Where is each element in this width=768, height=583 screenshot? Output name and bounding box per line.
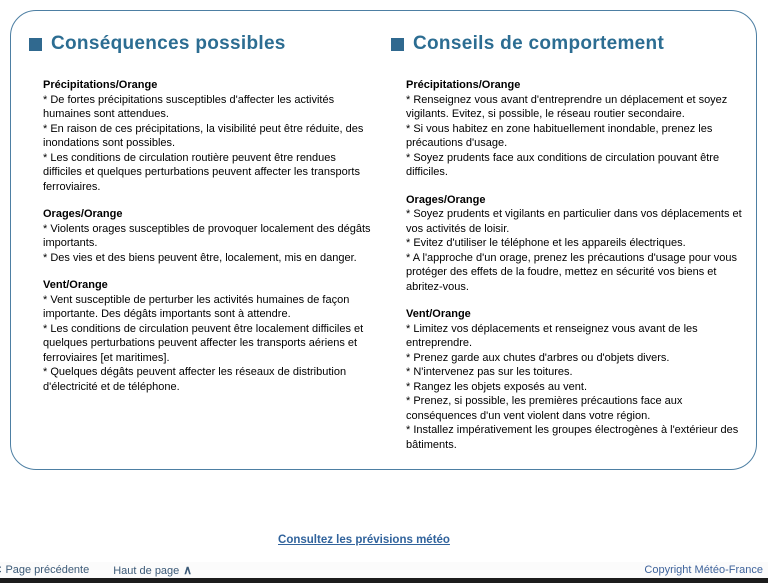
- bullet-item: * Prenez, si possible, les premières précautions face aux conséquences d'un vent violent dans votre région.: [406, 395, 683, 422]
- bullet-item: * N'intervenez pas sur les toitures.: [406, 366, 573, 378]
- advice-header: [391, 33, 749, 55]
- group-heading: Précipitations/Orange: [43, 79, 158, 91]
- bullet-item: * Soyez prudents face aux conditions de circulation pouvant être difficiles.: [406, 151, 720, 178]
- consequences-header: [29, 33, 381, 55]
- footer-bar: [0, 562, 768, 578]
- advice-group-orages: [406, 193, 742, 295]
- bullet-item: * De fortes précipitations susceptibles d'affecter les activités humaines sont attendues.: [43, 93, 335, 120]
- advice-column: [391, 33, 749, 465]
- bullet-item: * En raison de ces précipitations, la visibilité peut être réduite, des inondations sont possibles.: [43, 122, 364, 149]
- content-frame: [10, 10, 757, 470]
- bullet-item: * A l'approche d'un orage, prenez les précautions d'usage pour vous protéger des effets de la foudre, mettez en sécurité vos biens et abritez-vous.: [406, 251, 738, 293]
- bullet-item: * Installez impérativement les groupes électrogènes à l'extérieur des bâtiments.: [406, 424, 739, 451]
- bullet-item: * Prenez garde aux chutes d'arbres ou d'objets divers.: [406, 351, 670, 364]
- group-heading: Vent/Orange: [43, 279, 108, 291]
- bullet-item: * Les conditions de circulation routière peuvent être rendues difficiles et quelques perturbations peuvent affecter les transports ferroviaires.: [43, 151, 360, 193]
- group-heading: Orages/Orange: [406, 193, 486, 206]
- group-heading: Orages/Orange: [43, 208, 123, 220]
- consequences-column: [29, 33, 381, 407]
- bullet-item: * Rangez les objets exposés au vent.: [406, 380, 588, 393]
- square-bullet-icon: [391, 38, 404, 51]
- bullet-item: * Quelques dégâts peuvent affecter les réseaux de distribution d'électricité et de téléphone.: [43, 366, 347, 393]
- bullet-item: * Les conditions de circulation peuvent être localement difficiles et quelques perturbations peuvent affecter les transports aériens et ferroviaires [et maritimes].: [43, 322, 364, 364]
- bullet-item: * Violents orages susceptibles de provoquer localement des dégâts importants.: [43, 222, 371, 249]
- advice-group-precipitations: [406, 78, 742, 180]
- caret-up-icon: ∧: [183, 563, 193, 577]
- consequences-groups: [43, 78, 373, 394]
- consequences-group-precipitations: [43, 78, 373, 194]
- consequences-group-orages: [43, 207, 373, 265]
- square-bullet-icon: [29, 38, 42, 51]
- previous-page-link[interactable]: [0, 564, 89, 576]
- top-of-page-link[interactable]: [113, 563, 192, 577]
- bullet-item: * Limitez vos déplacements et renseignez vous avant de les entreprendre.: [406, 322, 698, 349]
- forecast-link-row: [0, 530, 728, 548]
- group-heading: Vent/Orange: [406, 308, 471, 320]
- previous-page-label: Page précédente: [5, 564, 90, 576]
- forecast-link[interactable]: Consultez les prévisions météo: [278, 534, 450, 546]
- advice-title: Conseils de comportement: [413, 33, 665, 54]
- advice-groups: [406, 78, 742, 452]
- bullet-item: * Soyez prudents et vigilants en particulier dans vos déplacements et vos activités de loisir.: [406, 208, 742, 235]
- group-heading: Précipitations/Orange: [406, 79, 521, 91]
- consequences-group-vent: [43, 278, 373, 394]
- chevron-left-icon: [0, 564, 1, 576]
- bullet-item: * Si vous habitez en zone habituellement inondable, prenez les précautions d'usage.: [406, 122, 713, 149]
- bullet-item: * Renseignez vous avant d'entreprendre un déplacement et soyez vigilants. Evitez, si possible, le réseau routier secondaire.: [406, 93, 728, 120]
- consequences-title: Conséquences possibles: [51, 33, 286, 54]
- footer-copyright: [644, 564, 768, 576]
- bullet-item: * Vent susceptible de perturber les activités humaines de façon importante. Des dégâts importants sont à attendre.: [43, 293, 350, 320]
- bullet-item: * Des vies et des biens peuvent être, localement, mis en danger.: [43, 251, 357, 264]
- bullet-item: * Evitez d'utiliser le téléphone et les appareils électriques.: [406, 237, 686, 249]
- top-of-page-label: Haut de page: [113, 565, 180, 577]
- copyright-text: Copyright Météo-France: [644, 564, 763, 576]
- footer-nav: [0, 563, 192, 577]
- advice-group-vent: [406, 307, 742, 452]
- bottom-strip: [0, 578, 768, 583]
